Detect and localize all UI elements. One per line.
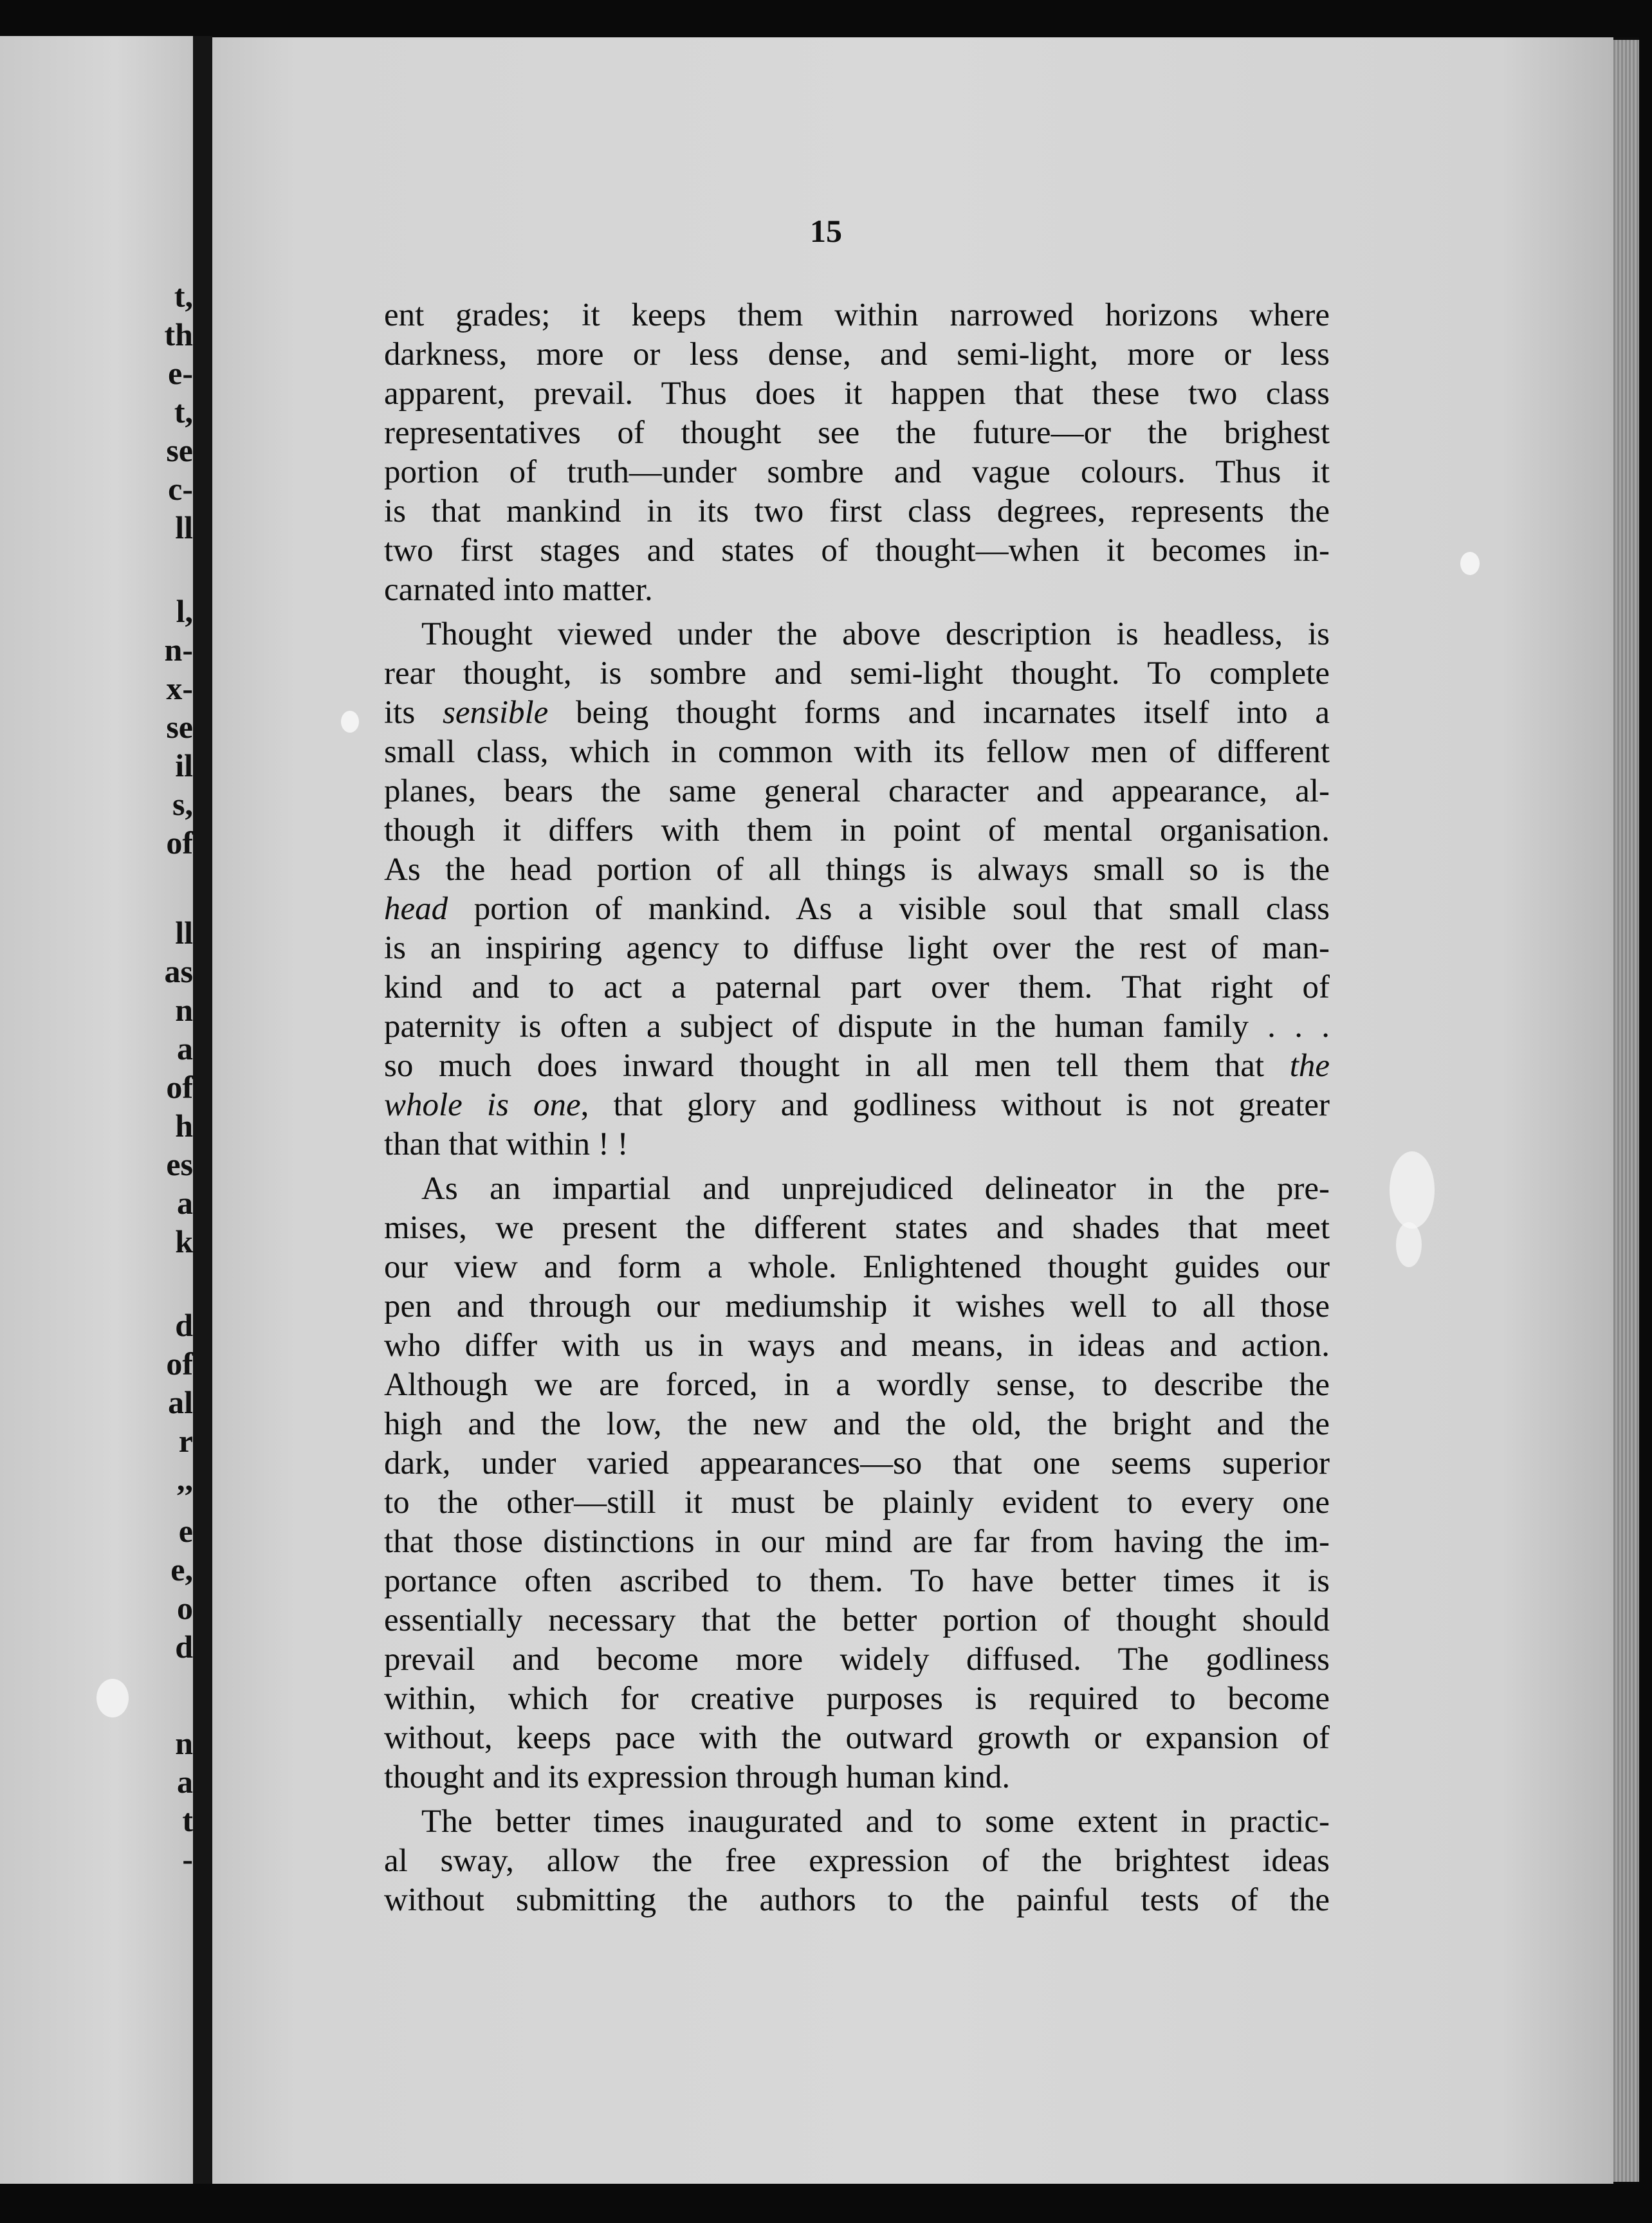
previous-page-fragment: n [175,1725,193,1761]
text-line: The better times inaugurated and to some extent in practic- [421,1804,1330,1840]
paragraph [384,1802,1330,1920]
previous-page-fragment: e, [170,1551,193,1587]
text-line: small class, which in common with its fellow men of different [384,734,1330,770]
previous-page-fragment: k [175,1223,193,1259]
text-line: apparent, prevail. Thus does it happen that these two class [384,376,1330,412]
previous-page-fragment: d [175,1307,193,1343]
text-line: kind and to act a paternal part over them. That right of [384,969,1330,1005]
text-line: planes, bears the same general character and appearance, al- [384,773,1330,809]
text-line: thought and its expression through human kind. [384,1759,1011,1795]
previous-page-fragment: x- [166,670,193,706]
text-line: As an impartial and unprejudiced delineator in the pre- [421,1171,1330,1207]
scan-border-top [0,0,1652,37]
previous-page-fragment: t, [174,394,193,430]
previous-page-fragment: ll [175,509,193,545]
text-line: who differ with us in ways and means, in ideas and action. [384,1328,1330,1364]
previous-page-fragment: l, [176,593,193,629]
text-line: Thought viewed under the above description is headless, is [421,616,1330,652]
previous-page-fragment: ,, [177,1461,193,1497]
text-line: essentially necessary that the better portion of thought should [384,1602,1330,1638]
previous-page-fragment: s, [172,786,193,822]
text-line: al sway, allow the free expression of the brightest ideas [384,1843,1330,1879]
text-line: is that mankind in its two first class degrees, represents the [384,493,1330,529]
text-line: carnated into matter. [384,572,653,608]
previous-page-fragment: n- [164,632,193,668]
text-line: two first stages and states of thought—when it becomes in- [384,533,1330,569]
page-number: 15 [810,213,842,249]
previous-page-fragment: e- [168,355,193,391]
text-line: that those distinctions in our mind are far from having the im- [384,1524,1330,1560]
scan-speck [1460,552,1480,575]
text-line: our view and form a whole. Enlightened thought guides our [384,1249,1330,1285]
scan-speck [341,711,359,733]
previous-page-fragment: of [166,825,193,861]
text-line: portion of truth—under sombre and vague colours. Thus it [384,454,1330,490]
text-line: paternity is often a subject of dispute in the human family . . . [384,1009,1330,1045]
previous-page-fragment: o [177,1590,193,1626]
text-line: though it differs with them in point of mental organisation. [384,812,1330,848]
scan-speck [1396,1222,1422,1267]
scan-border-bottom [0,2184,1652,2223]
book-gutter [193,36,212,2188]
text-line: whole is one, that glory and godliness without is not greater [384,1087,1330,1123]
paragraph [384,1169,1330,1797]
text-line: portance often ascribed to them. To have better times it is [384,1563,1330,1599]
text-line: rear thought, is sombre and semi-light thought. To complete [384,655,1330,691]
previous-page-fragment: r [178,1423,193,1459]
previous-page-fragment: of [166,1346,193,1382]
previous-page-fragment: d [175,1629,193,1665]
text-line: its sensible being thought forms and incarnates itself into a [384,695,1330,731]
previous-page-fragment: - [182,1841,193,1877]
text-line: As the head portion of all things is always small so is the [384,852,1330,888]
scan-border-right [1639,0,1652,2223]
paragraph [384,296,1330,610]
text-line: to the other—still it must be plainly evident to every one [384,1485,1330,1521]
previous-page-fragment: se [166,709,193,745]
text-line: representatives of thought see the future—or the brighest [384,415,1330,451]
italic-emphasis: the [1289,1048,1330,1084]
previous-page-fragment: a [177,1764,193,1800]
previous-page-fragment: a [177,1030,193,1066]
text-line: pen and through our mediumship it wishes well to all those [384,1288,1330,1324]
text-line: mises, we present the different states and shades that meet [384,1210,1330,1246]
previous-page-fragment: of [166,1069,193,1105]
scan-speck [1390,1151,1435,1229]
text-line: is an inspiring agency to diffuse light over the rest of man- [384,930,1330,966]
previous-page-fragment: n [175,992,193,1028]
text-line: ent grades; it keeps them within narrowed horizons where [384,297,1330,333]
previous-page-fragment: se [166,432,193,468]
previous-page-fragment: ll [175,915,193,951]
previous-page-fragment: th [164,316,193,352]
text-line: head portion of mankind. As a visible soul that small class [384,891,1330,927]
page-stack-edge [1613,40,1639,2182]
previous-page-fragment: as [164,953,193,989]
previous-page-fragment: al [168,1384,193,1420]
previous-page-fragment: e [178,1513,193,1549]
text-line: Although we are forced, in a wordly sense, to describe the [384,1367,1330,1403]
previous-page-fragment: c- [168,471,193,507]
text-line: without, keeps pace with the outward growth or expansion of [384,1720,1330,1756]
scan-speck [96,1679,129,1717]
text-line: within, which for creative purposes is required to become [384,1681,1330,1717]
previous-page-fragment: t, [174,278,193,314]
text-line: darkness, more or less dense, and semi-light, more or less [384,336,1330,372]
italic-emphasis: sensible [442,695,549,731]
previous-page-fragment: t [182,1802,193,1838]
body-text [384,296,1330,1920]
text-line: prevail and become more widely diffused. The godliness [384,1642,1330,1678]
text-line: than that within ! ! [384,1126,629,1162]
previous-page-fragment: h [175,1108,193,1144]
previous-page-fragment: es [166,1146,193,1182]
previous-page-fragment: il [175,747,193,783]
italic-emphasis: head [384,891,448,927]
text-line: dark, under varied appearances—so that one seems superior [384,1445,1330,1481]
italic-emphasis: whole is one [384,1087,581,1123]
text-line: high and the low, the new and the old, the bright and the [384,1406,1330,1442]
paragraph [384,615,1330,1164]
previous-page-edge [0,36,193,2188]
text-line: so much does inward thought in all men tell them that the [384,1048,1330,1084]
text-line: without submitting the authors to the painful tests of the [384,1882,1330,1918]
previous-page-fragment: a [177,1185,193,1221]
